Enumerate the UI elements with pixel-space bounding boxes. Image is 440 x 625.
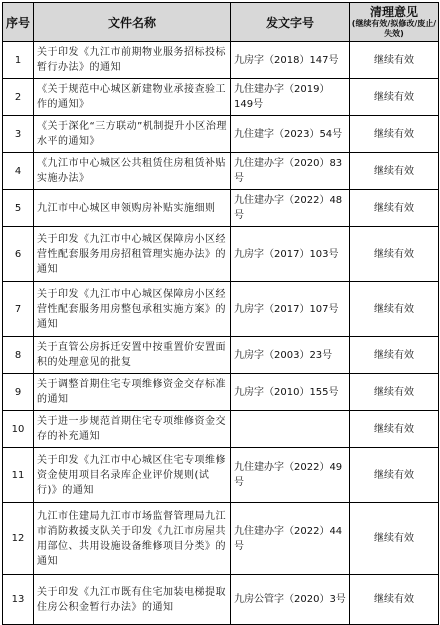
row-no: 13 xyxy=(3,575,34,625)
row-no: 12 xyxy=(3,503,34,575)
row-doc: 九房字（2018）147号 xyxy=(231,42,350,79)
row-name: 关于调整首期住宅专项维修资金交存标准的通知 xyxy=(34,374,231,411)
document-table xyxy=(2,2,439,625)
row-doc: 九房字（2010）155号 xyxy=(231,374,350,411)
row-name: 关于印发《九江市既有住宅加装电梯提取住房公积金暂行办法》的通知 xyxy=(34,575,231,625)
row-doc: 九住建办字（2022）48号 xyxy=(231,190,350,227)
row-no: 2 xyxy=(3,79,34,116)
row-no: 6 xyxy=(3,227,34,282)
row-status: 继续有效 xyxy=(350,411,439,448)
row-name: 关于进一步规范首期住宅专项维修资金交存的补充通知 xyxy=(34,411,231,448)
row-doc: 九住建字（2023）54号 xyxy=(231,116,350,153)
header-doc: 发文字号 xyxy=(231,3,350,42)
row-doc: 九住建办字（2022）49号 xyxy=(231,448,350,503)
row-name: 关于直管公房拆迁安置中按重置价安置面积的处理意见的批复 xyxy=(34,337,231,374)
row-doc: 九住建办字（2020）83号 xyxy=(231,153,350,190)
table-row xyxy=(3,503,439,575)
row-status: 继续有效 xyxy=(350,374,439,411)
row-name: 九江市中心城区申领购房补贴实施细则 xyxy=(34,190,231,227)
row-name: 关于印发《九江市前期物业服务招标投标暂行办法》的通知 xyxy=(34,42,231,79)
table-row xyxy=(3,337,439,374)
table-header-row xyxy=(3,3,439,42)
row-status: 继续有效 xyxy=(350,575,439,625)
row-status: 继续有效 xyxy=(350,116,439,153)
table-row xyxy=(3,448,439,503)
row-doc: 九住建办字（2022）44号 xyxy=(231,503,350,575)
row-name: 《关于规范中心城区新建物业承接查验工作的通知》 xyxy=(34,79,231,116)
row-no: 9 xyxy=(3,374,34,411)
row-name: 关于印发《九江市中心城区保障房小区经营性配套服务用房招租管理实施办法》的通知 xyxy=(34,227,231,282)
row-status: 继续有效 xyxy=(350,337,439,374)
row-name: 关于印发《九江市中心城区住宅专项维修资金使用项目名录库企业评价规则(试行)》的通知 xyxy=(34,448,231,503)
row-status: 继续有效 xyxy=(350,282,439,337)
table-row xyxy=(3,282,439,337)
row-name: 关于印发《九江市中心城区保障房小区经营性配套服务用房整包承租实施方案》的通知 xyxy=(34,282,231,337)
row-no: 8 xyxy=(3,337,34,374)
table-row xyxy=(3,79,439,116)
header-name: 文件名称 xyxy=(34,3,231,42)
row-status: 继续有效 xyxy=(350,79,439,116)
table-row xyxy=(3,153,439,190)
table-row xyxy=(3,411,439,448)
row-status: 继续有效 xyxy=(350,448,439,503)
table-row xyxy=(3,227,439,282)
row-no: 4 xyxy=(3,153,34,190)
row-doc: 九房字（2003）23号 xyxy=(231,337,350,374)
header-no: 序号 xyxy=(3,3,34,42)
row-doc: 九住建办字（2019）149号 xyxy=(231,79,350,116)
row-status: 继续有效 xyxy=(350,42,439,79)
row-status: 继续有效 xyxy=(350,503,439,575)
row-name: 《关于深化“三方联动”机制提升小区治理水平的通知》 xyxy=(34,116,231,153)
table-row xyxy=(3,575,439,625)
row-doc: 九房字（2017）103号 xyxy=(231,227,350,282)
header-status xyxy=(350,3,439,42)
row-no: 11 xyxy=(3,448,34,503)
row-status: 继续有效 xyxy=(350,227,439,282)
row-no: 7 xyxy=(3,282,34,337)
row-no: 10 xyxy=(3,411,34,448)
row-doc: 九房字（2017）107号 xyxy=(231,282,350,337)
header-status-main: 清理意见 xyxy=(369,5,418,19)
row-no: 5 xyxy=(3,190,34,227)
row-no: 1 xyxy=(3,42,34,79)
row-doc xyxy=(231,411,350,448)
row-status: 继续有效 xyxy=(350,153,439,190)
table-row xyxy=(3,190,439,227)
row-no: 3 xyxy=(3,116,34,153)
table-row xyxy=(3,42,439,79)
header-status-sub: (继续有效/拟修改/废止/失效) xyxy=(351,19,437,38)
row-name: 九江市住建局九江市市场监督管理局九江市消防救援支队关于印发《九江市房屋共用部位、共用设施设备维修项目分类》的通知 xyxy=(34,503,231,575)
table-row xyxy=(3,116,439,153)
row-name: 《九江市中心城区公共租赁住房租赁补贴实施办法》 xyxy=(34,153,231,190)
row-status: 继续有效 xyxy=(350,190,439,227)
row-doc: 九房公管字（2020）3号 xyxy=(231,575,350,625)
table-row xyxy=(3,374,439,411)
